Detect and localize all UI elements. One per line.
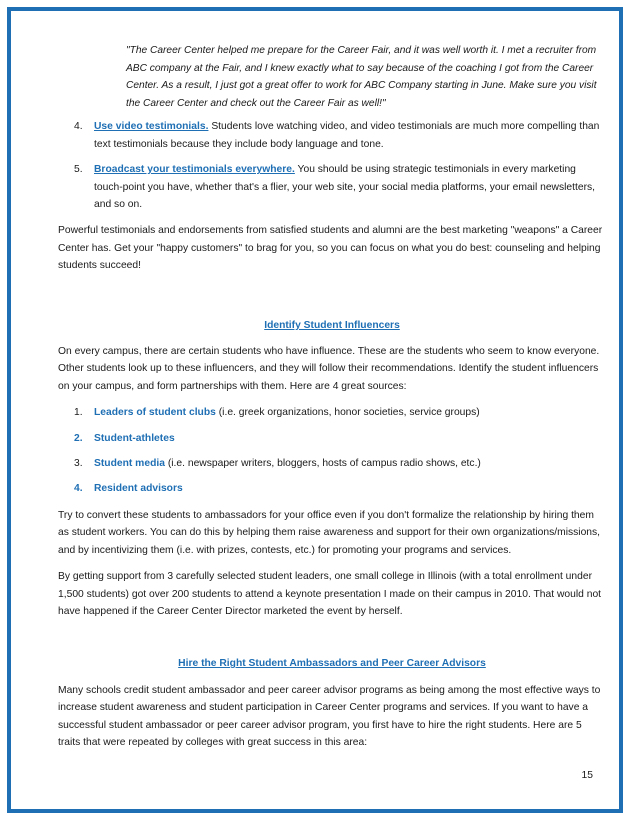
source-label: Student-athletes	[94, 432, 175, 444]
video-testimonials-link[interactable]: Use video testimonials.	[94, 121, 209, 133]
list-item	[58, 404, 606, 421]
paragraph: Powerful testimonials and endorsements from satisfied students and alumni are the best marketing "weapons" a Career Center has. Get your "happy customers" to brag for you, so you can focus on what you do best: counseling and helping students succeed!	[58, 225, 603, 272]
paragraph: By getting support from 3 carefully selected student leaders, one small college in Illinois (with a total enrollment under 1,500 students) got over 200 students to attend a keynote presentation I made on their campus in 2010. That would not have happened if the Career Center Director marketed the event by herself.	[58, 571, 602, 617]
list-number: 5.	[74, 164, 83, 176]
list-item	[58, 455, 606, 472]
list-number: 4.	[74, 483, 83, 495]
source-label: Leaders of student clubs	[94, 407, 216, 419]
list-item	[58, 430, 606, 447]
page-number: 15	[581, 770, 593, 781]
list-number: 3.	[74, 458, 83, 470]
source-label: Resident advisors	[94, 483, 183, 495]
section-heading-ambassadors: Hire the Right Student Ambassadors and Peer Career Advisors	[178, 658, 486, 670]
list-item	[58, 480, 606, 497]
list-number: 1.	[74, 407, 83, 419]
page-border	[7, 7, 623, 813]
page-content	[58, 42, 606, 760]
list-number: 4.	[74, 121, 83, 133]
testimonial-quote: "The Career Center helped me prepare for the Career Fair, and it was well worth it. I met a recruiter from ABC company at the Fair, and I knew exactly what to say because of the coaching I got from the Career Center. As a result, I just got a great offer to work for ABC Company starting in June. Make sure you visit the Career Center and check out the Career Fair as well!"	[126, 45, 597, 109]
source-label: Student media	[94, 458, 165, 470]
paragraph: Try to convert these students to ambassadors for your office even if you don't formalize the relationship by hiring them as student workers. You can do this by helping them raise awareness and support for their own organizations/missions, and by incentivizing them (i.e. with prizes, contests, etc.) for promoting your programs and services.	[58, 509, 601, 556]
list-item-text: Students love watching video, and video testimonials are much more compelling than text testimonials because they include body language and tone.	[94, 121, 600, 150]
paragraph: On every campus, there are certain students who have influence. These are the students who seem to know everyone. Other students look up to these influencers, and they will follow their recommendations. Identify the student influencers on your campus, and form partnerships with them. Here are 4 great sources:	[58, 346, 600, 392]
paragraph: Many schools credit student ambassador and peer career advisor programs as being among the most effective ways to increase student awareness and student participation in Career Center programs and services. If you want to have a successful student ambassador or peer career advisor program, you first have to hire the right students. Here are 5 traits that were repeated by colleges with great success in this area:	[58, 684, 601, 748]
list-number: 2.	[74, 432, 83, 444]
list-item	[58, 118, 606, 153]
list-item-text: (i.e. greek organizations, honor societies, service groups)	[215, 407, 480, 419]
list-item-text: (i.e. newspaper writers, bloggers, hosts of campus radio shows, etc.)	[164, 458, 481, 470]
list-item-text: You should be using strategic testimonials in every marketing touch-point you have, whether that's a flier, your web site, your social media platforms, your email newsletters, and so on.	[94, 164, 596, 210]
section-heading-influencers: Identify Student Influencers	[264, 319, 400, 331]
list-item	[58, 161, 606, 213]
broadcast-testimonials-link[interactable]: Broadcast your testimonials everywhere.	[94, 164, 295, 176]
